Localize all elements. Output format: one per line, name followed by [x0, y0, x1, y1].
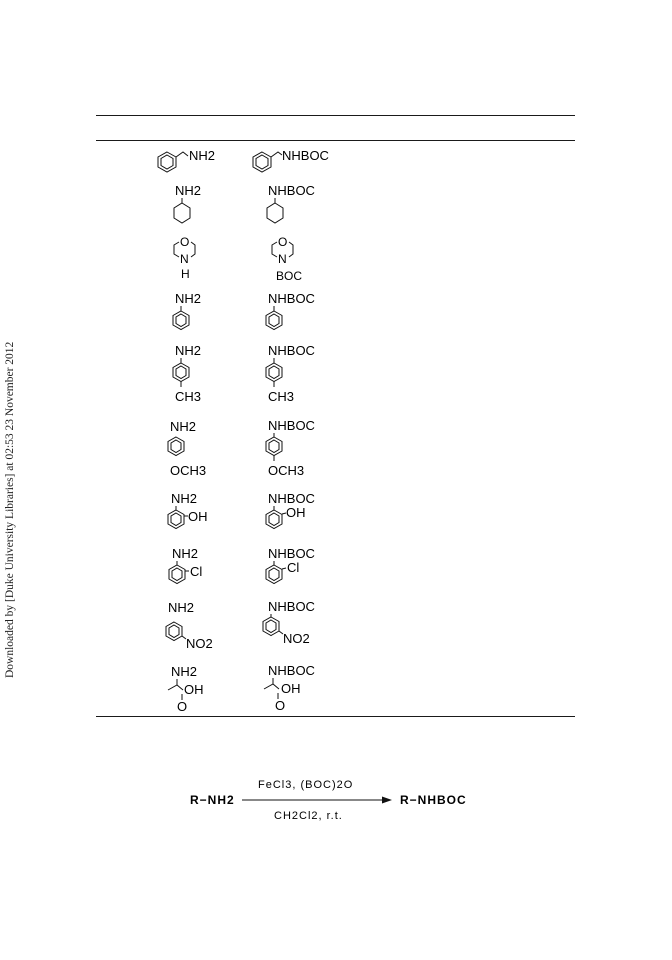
structure-boc-p-toluidine	[255, 342, 335, 412]
scheme-reagents-above: FeCl3, (BOC)2O	[258, 779, 354, 791]
scheme-reactant: R−NH2	[190, 793, 235, 807]
atom-label: O	[177, 699, 188, 714]
structure-boc-alanine	[255, 662, 345, 716]
substituent-label: NH2	[175, 183, 202, 198]
structure-boc-benzylamine	[245, 144, 355, 178]
atom-label: O	[180, 235, 190, 249]
structure-p-anisidine	[160, 415, 230, 485]
structure-benzylamine	[150, 144, 230, 178]
structure-2-chloroaniline	[158, 543, 228, 595]
substituent-label: NO2	[283, 631, 310, 646]
structure-boc-2-aminophenol	[255, 488, 335, 540]
substituent-label: NH2	[171, 664, 198, 679]
substituent-label: OH	[281, 681, 301, 696]
substituent-label: NHBOC	[282, 148, 329, 163]
download-watermark: Downloaded by [Duke University Libraries] at 02:53 23 November 2012	[4, 341, 16, 678]
substituent-label: NHBOC	[268, 491, 315, 506]
scheme-reagents-below: CH2Cl2, r.t.	[274, 810, 343, 822]
substituent-label: NH2	[189, 148, 216, 163]
structure-alanine	[158, 662, 238, 716]
structure-aniline	[160, 290, 220, 338]
substituent-label: NHBOC	[268, 291, 315, 306]
substituent-label: NHBOC	[268, 663, 315, 678]
substituent-label: NHBOC	[268, 546, 315, 561]
substituent-label: NH2	[175, 343, 202, 358]
scheme-product: R−NHBOC	[400, 793, 467, 807]
substituent-label: NH2	[170, 419, 197, 434]
structure-cyclohexylamine	[160, 182, 220, 230]
substituent-label: OH	[184, 682, 204, 697]
substituent-label: Cl	[190, 564, 203, 579]
substituent-label: OCH3	[170, 463, 207, 478]
structure-boc-cyclohexylamine	[255, 182, 335, 230]
substituent-label: NHBOC	[268, 418, 315, 433]
table-top-rule	[96, 115, 575, 116]
structure-boc-p-anisidine	[255, 415, 335, 485]
atom-label: BOC	[276, 269, 303, 283]
reaction-scheme	[188, 770, 488, 830]
atom-label: O	[275, 698, 286, 713]
structure-morpholine	[160, 232, 220, 284]
table-bottom-rule	[96, 716, 575, 717]
substituent-label: NH2	[172, 546, 199, 561]
substituent-label: NH2	[168, 600, 195, 615]
structure-boc-aniline	[255, 290, 335, 338]
substituent-label: NH2	[171, 491, 198, 506]
table-header-rule	[96, 140, 575, 141]
substituent-label: OH	[188, 509, 208, 524]
atom-label: H	[181, 267, 190, 281]
substituent-label: NHBOC	[268, 599, 315, 614]
structure-boc-2-chloroaniline	[255, 543, 335, 595]
structure-boc-morpholine	[262, 232, 332, 288]
substituent-label: OCH3	[268, 463, 305, 478]
substituent-label: OH	[286, 505, 306, 520]
structure-boc-3-nitroaniline	[255, 597, 345, 661]
reaction-arrowhead	[382, 797, 392, 804]
substituent-label: NHBOC	[268, 183, 315, 198]
structure-3-nitroaniline	[158, 597, 238, 661]
atom-label: N	[278, 252, 287, 266]
substituent-label: Cl	[287, 560, 300, 575]
atom-label: O	[278, 235, 288, 249]
substituent-label: NH2	[175, 291, 202, 306]
atom-label: N	[180, 252, 189, 266]
structure-p-toluidine	[160, 342, 230, 412]
substituent-label: NHBOC	[268, 343, 315, 358]
substituent-label: CH3	[268, 389, 295, 404]
substituent-label: CH3	[175, 389, 202, 404]
structure-2-aminophenol	[158, 488, 228, 540]
substituent-label: NO2	[186, 636, 213, 651]
